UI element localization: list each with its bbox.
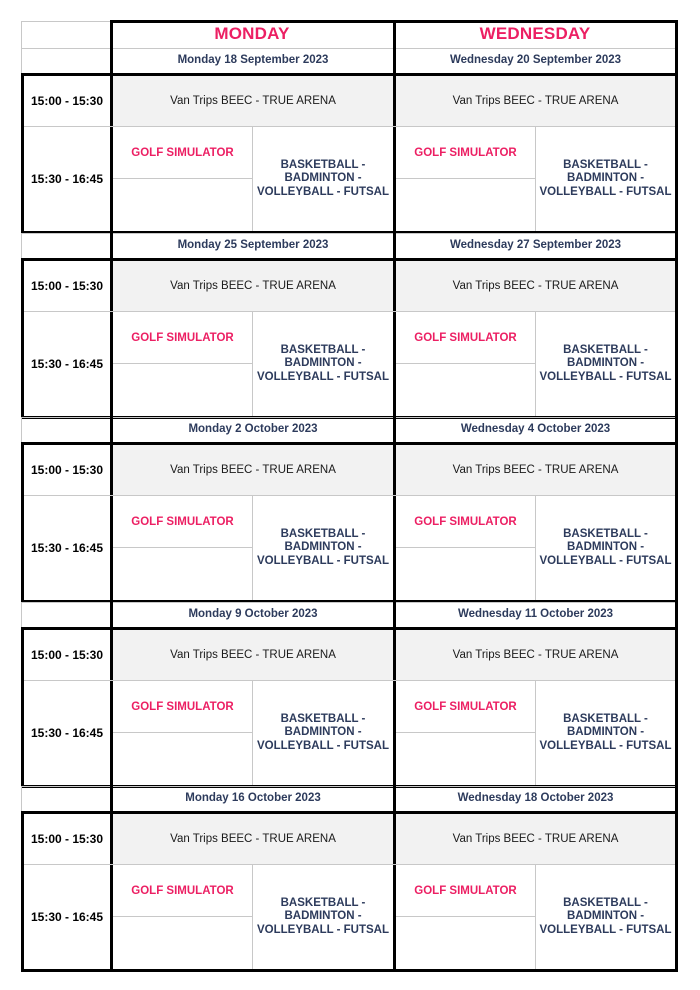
sports-line: BADMINTON -	[566, 910, 645, 923]
grid-line	[393, 20, 396, 50]
grid-line	[393, 73, 396, 234]
grid-line	[21, 627, 677, 630]
grid-line	[675, 20, 678, 50]
sports-line: VOLLEYBALL - FUTSAL	[539, 370, 672, 383]
grid-line	[24, 126, 675, 127]
grid-line	[21, 48, 22, 73]
grid-line	[396, 178, 535, 179]
sports-line: BASKETBALL -	[563, 158, 648, 171]
golf-simulator-monday: GOLF SIMULATOR	[131, 147, 234, 159]
time-slot-second: 15:30 - 16:45	[30, 910, 104, 924]
sports-line: BASKETBALL -	[280, 158, 366, 171]
grid-line	[675, 233, 678, 258]
grid-line	[113, 363, 252, 364]
grid-line	[675, 417, 678, 442]
grid-line	[110, 48, 113, 73]
grid-line	[252, 864, 253, 969]
grid-line	[21, 233, 22, 258]
grid-line	[535, 126, 536, 231]
date-wednesday: Wednesday 20 September 2023	[449, 54, 622, 66]
grid-line	[21, 969, 677, 972]
grid-line	[21, 786, 677, 787]
time-slot-second: 15:30 - 16:45	[30, 357, 104, 371]
grid-line	[393, 258, 396, 419]
grid-line	[393, 602, 396, 627]
grid-line	[393, 442, 396, 603]
grid-line	[113, 178, 252, 179]
grid-line	[21, 417, 22, 442]
golf-simulator-wednesday: GOLF SIMULATOR	[414, 701, 517, 713]
sports-monday	[253, 312, 393, 416]
sports-line: VOLLEYBALL - FUTSAL	[539, 739, 672, 752]
grid-line	[113, 732, 252, 733]
date-monday: Monday 18 September 2023	[177, 54, 329, 66]
golf-simulator-monday: GOLF SIMULATOR	[131, 516, 234, 528]
sports-line: BADMINTON -	[566, 172, 645, 185]
date-wednesday: Wednesday 4 October 2023	[460, 423, 611, 435]
sports-line: BADMINTON -	[284, 172, 362, 185]
grid-line	[110, 811, 113, 972]
grid-line	[21, 811, 24, 972]
grid-line	[113, 916, 252, 917]
grid-line	[396, 916, 535, 917]
sports-line: VOLLEYBALL - FUTSAL	[256, 370, 390, 383]
date-monday: Monday 9 October 2023	[188, 608, 318, 620]
grid-line	[21, 417, 677, 418]
date-monday: Monday 16 October 2023	[185, 792, 321, 804]
grid-line	[21, 602, 677, 603]
sports-line: BASKETBALL -	[280, 712, 366, 725]
grid-line	[675, 73, 678, 234]
grid-line	[393, 786, 396, 811]
grid-line	[21, 258, 24, 419]
venue-monday: Van Trips BEEC - TRUE ARENA	[113, 76, 393, 126]
grid-line	[393, 233, 396, 258]
sports-wednesday	[536, 865, 675, 969]
grid-line	[535, 311, 536, 416]
sports-monday	[253, 127, 393, 231]
sports-line: VOLLEYBALL - FUTSAL	[539, 185, 672, 198]
sports-monday	[253, 681, 393, 785]
grid-line	[396, 363, 535, 364]
sports-monday	[253, 496, 393, 600]
grid-line	[535, 495, 536, 600]
grid-line	[110, 627, 113, 788]
venue-monday: Van Trips BEEC - TRUE ARENA	[113, 261, 393, 311]
sports-monday	[253, 865, 393, 969]
sports-line: BASKETBALL -	[280, 527, 366, 540]
sports-line: BASKETBALL -	[280, 343, 366, 356]
sports-wednesday	[536, 496, 675, 600]
grid-line	[21, 233, 677, 234]
sports-line: BASKETBALL -	[563, 896, 648, 909]
grid-line	[110, 258, 113, 419]
grid-line	[110, 786, 113, 811]
sports-line: BADMINTON -	[284, 541, 362, 554]
grid-line	[393, 627, 396, 788]
wednesday-header: WEDNESDAY	[479, 24, 591, 43]
grid-line	[110, 73, 113, 234]
date-monday: Monday 25 September 2023	[177, 239, 329, 251]
grid-line	[393, 811, 396, 972]
grid-line	[396, 732, 535, 733]
venue-wednesday: Van Trips BEEC - TRUE ARENA	[396, 76, 675, 126]
grid-line	[396, 547, 535, 548]
venue-wednesday: Van Trips BEEC - TRUE ARENA	[396, 630, 675, 680]
time-slot-first: 15:00 - 15:30	[30, 279, 104, 293]
grid-line	[675, 627, 678, 788]
sports-line: VOLLEYBALL - FUTSAL	[256, 185, 390, 198]
grid-line	[110, 442, 113, 603]
grid-line	[21, 811, 677, 814]
time-slot-second: 15:30 - 16:45	[30, 172, 104, 186]
grid-line	[675, 442, 678, 603]
golf-simulator-wednesday: GOLF SIMULATOR	[414, 147, 517, 159]
sports-line: BASKETBALL -	[563, 343, 648, 356]
sports-line: BASKETBALL -	[563, 527, 648, 540]
grid-line	[110, 417, 113, 442]
time-slot-first: 15:00 - 15:30	[30, 832, 104, 846]
grid-line	[21, 73, 677, 76]
grid-line	[535, 680, 536, 785]
grid-line	[21, 442, 24, 603]
venue-monday: Van Trips BEEC - TRUE ARENA	[113, 630, 393, 680]
time-slot-first: 15:00 - 15:30	[30, 648, 104, 662]
grid-line	[675, 811, 678, 972]
sports-line: VOLLEYBALL - FUTSAL	[539, 923, 672, 936]
venue-wednesday: Van Trips BEEC - TRUE ARENA	[396, 814, 675, 864]
time-slot-second: 15:30 - 16:45	[30, 541, 104, 555]
grid-line	[21, 73, 24, 234]
sports-line: BADMINTON -	[284, 910, 362, 923]
grid-line	[24, 495, 675, 496]
grid-line	[24, 864, 675, 865]
date-monday: Monday 2 October 2023	[188, 423, 318, 435]
grid-line	[252, 495, 253, 600]
grid-line	[675, 258, 678, 419]
grid-line	[675, 48, 678, 73]
grid-line	[393, 48, 396, 73]
grid-line	[252, 680, 253, 785]
sports-line: BADMINTON -	[284, 357, 362, 370]
grid-line	[21, 627, 24, 788]
grid-line	[21, 786, 22, 811]
monday-header: MONDAY	[214, 24, 290, 43]
grid-line	[113, 547, 252, 548]
venue-wednesday: Van Trips BEEC - TRUE ARENA	[396, 261, 675, 311]
grid-line	[21, 48, 677, 49]
sports-line: BADMINTON -	[566, 541, 645, 554]
date-wednesday: Wednesday 27 September 2023	[449, 239, 622, 251]
grid-line	[252, 126, 253, 231]
grid-line	[252, 311, 253, 416]
grid-line	[393, 417, 396, 442]
golf-simulator-monday: GOLF SIMULATOR	[131, 885, 234, 897]
time-slot-first: 15:00 - 15:30	[30, 94, 104, 108]
sports-line: BADMINTON -	[566, 357, 645, 370]
venue-wednesday: Van Trips BEEC - TRUE ARENA	[396, 445, 675, 495]
grid-line	[535, 864, 536, 969]
golf-simulator-wednesday: GOLF SIMULATOR	[414, 885, 517, 897]
sports-line: BASKETBALL -	[280, 896, 366, 909]
grid-line	[21, 442, 677, 445]
sports-wednesday	[536, 127, 675, 231]
grid-line	[24, 680, 675, 681]
sports-wednesday	[536, 312, 675, 416]
sports-line: VOLLEYBALL - FUTSAL	[539, 554, 672, 567]
time-slot-second: 15:30 - 16:45	[30, 726, 104, 740]
sports-line: VOLLEYBALL - FUTSAL	[256, 923, 390, 936]
sports-line: BADMINTON -	[284, 726, 362, 739]
venue-monday: Van Trips BEEC - TRUE ARENA	[113, 814, 393, 864]
venue-monday: Van Trips BEEC - TRUE ARENA	[113, 445, 393, 495]
sports-line: VOLLEYBALL - FUTSAL	[256, 739, 390, 752]
golf-simulator-monday: GOLF SIMULATOR	[131, 701, 234, 713]
golf-simulator-wednesday: GOLF SIMULATOR	[414, 516, 517, 528]
grid-line	[110, 233, 113, 258]
sports-line: BASKETBALL -	[563, 712, 648, 725]
grid-line	[675, 602, 678, 627]
grid-line	[24, 311, 675, 312]
time-slot-first: 15:00 - 15:30	[30, 463, 104, 477]
golf-simulator-wednesday: GOLF SIMULATOR	[414, 332, 517, 344]
grid-line	[675, 786, 678, 811]
grid-line	[110, 20, 113, 50]
golf-simulator-monday: GOLF SIMULATOR	[131, 332, 234, 344]
date-wednesday: Wednesday 11 October 2023	[457, 608, 614, 620]
grid-line	[110, 602, 113, 627]
grid-line	[21, 258, 677, 261]
sports-line: BADMINTON -	[566, 726, 645, 739]
sports-line: VOLLEYBALL - FUTSAL	[256, 554, 390, 567]
grid-line	[21, 602, 22, 627]
date-wednesday: Wednesday 18 October 2023	[457, 792, 614, 804]
sports-wednesday	[536, 681, 675, 785]
